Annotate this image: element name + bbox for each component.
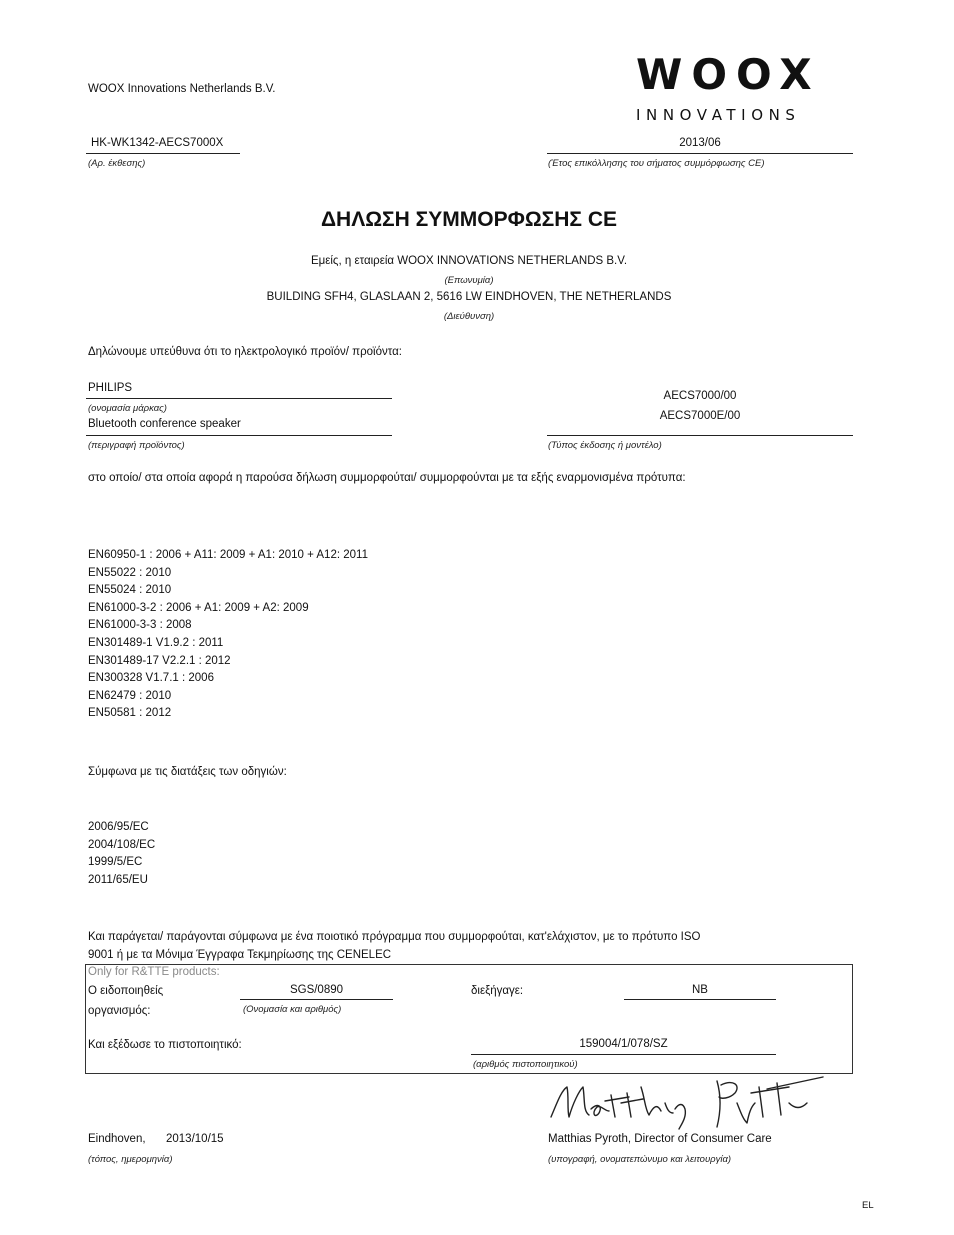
notified-body-underline [240,999,393,1000]
report-number-caption: (Αρ. έκθεσης) [88,158,146,169]
company-caption: (Επωνυμία) [444,275,494,286]
brand-underline [86,398,392,399]
standards-list [88,547,368,723]
declare-text: Δηλώνουμε υπεύθυνα ότι το ηλεκτρολογικό προϊόν/ προϊόντα: [88,346,402,358]
standard-item: EN301489-1 V1.9.2 : 2011 [88,636,224,649]
product-caption: (περιγραφή προϊόντος) [88,440,185,451]
report-number-underline [86,153,240,154]
logo-word: WOOX [636,50,821,99]
signatory-name: Matthias Pyroth, Director of Consumer Care [548,1133,772,1145]
notified-label-1: Ο ειδοποιηθείς [88,985,164,997]
standard-item: EN300328 V1.7.1 : 2006 [88,672,214,685]
notified-label-2: οργανισμός: [88,1005,151,1017]
brand-name: PHILIPS [88,382,133,394]
model-1: AECS7000/00 [663,390,737,402]
directive-item: 2011/65/EU [88,873,148,886]
rtte-header: Only for R&TTE products: [88,966,220,978]
standard-item: EN62479 : 2010 [88,689,172,702]
ce-year: 2013/06 [679,137,721,149]
logo-sub: INNOVATIONS [636,106,801,124]
directives-intro: Σύμφωνα με τις διατάξεις των οδηγιών: [88,766,287,778]
certificate-underline [471,1054,776,1055]
model-caption: (Τύπος έκδοσης ή μοντέλο) [548,440,662,451]
report-number: HK-WK1342-AECS7000X [91,137,224,149]
standard-item: EN60950-1 : 2006 + A11: 2009 + A1: 2010 + A12: 2011 [88,549,368,561]
iso-text-line-1: Και παράγεται/ παράγονται σύμφωνα με ένα ποιοτικό πρόγραμμα που συμμορφούται, κατ'ελάχιστον, με το πρότυπο ISO [88,931,701,943]
woox-logo [636,50,836,124]
signatory-caption: (υπογραφή, ονοματεπώνυμο και λειτουργία) [548,1154,732,1165]
directive-item: 1999/5/EC [88,856,143,869]
model-2: AECS7000E/00 [659,410,741,422]
company-line: Εμείς, η εταιρεία WOOX INNOVATIONS NETHERLANDS B.V. [310,255,628,267]
standards-intro: στο οποίο/ στα οποία αφορά η παρούσα δήλωση συμμορφούται/ συμμορφούνται με τα εξής εναρμονισμένα πρότυπα: [88,472,686,484]
performed-underline [624,999,776,1000]
place-date-caption: (τόπος, ημερομηνία) [88,1154,173,1165]
company-address: BUILDING SFH4, GLASLAAN 2, 5616 LW EINDHOVEN, THE NETHERLANDS [266,291,672,303]
standard-item: EN50581 : 2012 [88,707,172,720]
ce-year-caption: (Έτος επικόλλησης του σήματος συμμόρφωσης CE) [548,158,765,169]
standard-item: EN55024 : 2010 [88,584,172,597]
standard-item: EN301489-17 V2.2.1 : 2012 [88,654,231,667]
product-description: Bluetooth conference speaker [88,418,241,430]
place: Eindhoven, [88,1133,146,1145]
brand-caption: (ονομασία μάρκας) [88,403,167,414]
directives-list [88,819,155,889]
date: 2013/10/15 [166,1133,224,1145]
standard-item: EN61000-3-2 : 2006 + A1: 2009 + A2: 2009 [88,601,309,614]
model-underline [547,435,853,436]
iso-text-line-2: 9001 ή με τα Μόνιμα Έγγραφα Τεκμηρίωσης της CENELEC [88,949,392,961]
certificate-value: 159004/1/078/SZ [579,1038,668,1050]
notified-body-value: SGS/0890 [289,984,344,996]
page-title: ΔΗΛΩΣΗ ΣΥΜΜΟΡΦΩΣΗΣ CE [320,208,618,231]
ce-year-underline [547,153,853,154]
certificate-caption: (αριθμός πιστοποιητικού) [473,1059,578,1070]
notified-body-caption: (Ονομασία και αριθμός) [243,1004,342,1015]
address-caption: (Διεύθυνση) [443,311,495,322]
standard-item: EN55022 : 2010 [88,566,172,579]
performed-value: NB [692,984,708,996]
directive-item: 2004/108/EC [88,838,156,851]
product-underline [86,435,392,436]
rtte-box [85,964,853,1074]
company-header: WOOX Innovations Netherlands B.V. [88,83,276,95]
signature-image [545,1073,835,1133]
performed-label: διεξήγαγε: [471,985,524,997]
certificate-label: Και εξέδωσε το πιστοποιητικό: [88,1039,242,1051]
language-code: EL [862,1200,874,1211]
standard-item: EN61000-3-3 : 2008 [88,619,192,632]
directive-item: 2006/95/EC [88,821,149,833]
